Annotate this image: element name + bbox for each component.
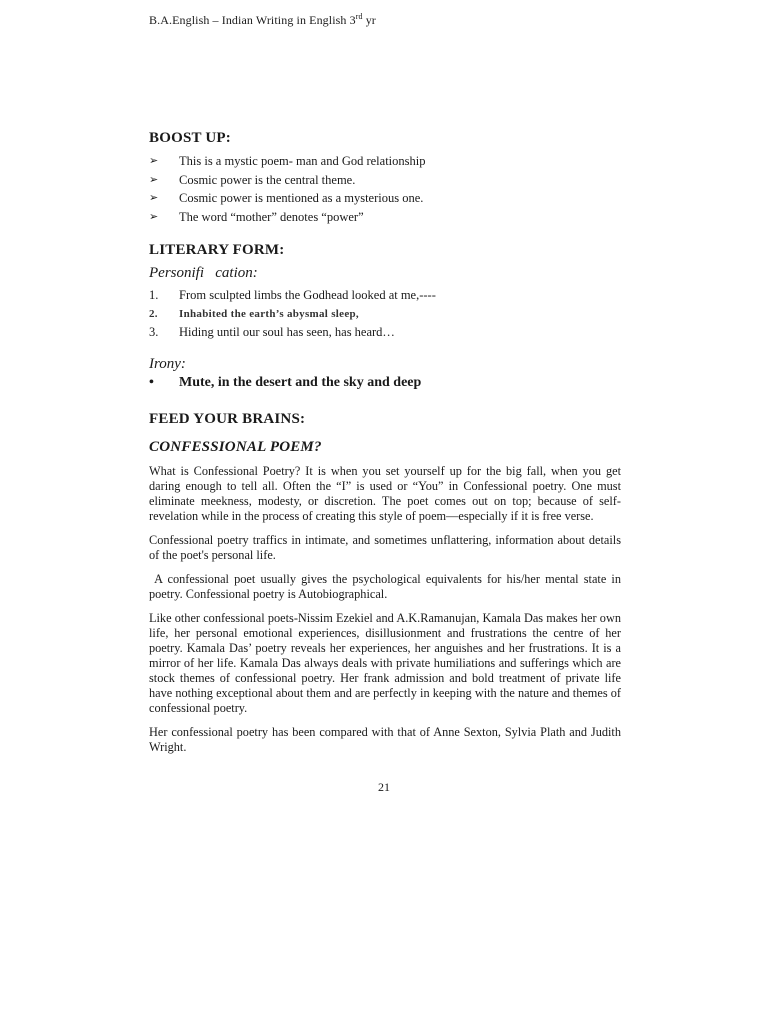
- paragraph: Confessional poetry traffics in intimate, and sometimes unflattering, information about details of the poet's personal life.: [149, 532, 621, 562]
- irony-text: Mute, in the desert and the sky and deep: [179, 374, 422, 390]
- list-number: 2.: [149, 307, 158, 320]
- list-item-text: Inhabited the earth’s abysmal sleep,: [179, 307, 359, 320]
- list-item: [149, 323, 621, 342]
- list-number: 3.: [149, 325, 159, 339]
- irony-example: [149, 375, 621, 391]
- boost-up-list: [149, 152, 621, 226]
- list-item: [149, 171, 621, 190]
- list-item: [149, 189, 621, 208]
- paragraph: What is Confessional Poetry? It is when you set yourself up for the big fall, when you get daring enough to tell all. Often the “I” is used or “You” in Confessional poetry. One must eliminate meekness, modesty, or discretion. The poet comes out on top; because of self-revelation while in the process of creating this style of poem—especially if it is free verse.: [149, 463, 621, 523]
- main-content: [149, 130, 625, 755]
- feed-your-brains-heading: FEED YOUR BRAINS:: [149, 410, 306, 427]
- confessional-poem-heading: CONFESSIONAL POEM?: [149, 438, 322, 455]
- page-number: 21: [378, 780, 390, 794]
- arrow-bullet-icon: ➢: [149, 210, 159, 223]
- list-item: [149, 152, 621, 171]
- list-item: [149, 208, 621, 227]
- personification-list: [149, 286, 621, 342]
- list-item-text: This is a mystic poem- man and God relationship: [179, 154, 426, 168]
- literary-form-heading: LITERARY FORM:: [149, 242, 285, 258]
- running-header-sup: rd: [355, 12, 363, 21]
- running-header-title: B.A.English – Indian Writing in English 3: [149, 13, 356, 27]
- paragraph: Like other confessional poets-Nissim Ezekiel and A.K.Ramanujan, Kamala Das makes her own life, her personal emotional experiences, disillusionment and frustrations the centre of her poetry. Kamala Das’ poetry reveals her experiences, her anguishes and her frustrations. It is a mirror of her life. Kamala Das always deals with private humiliations and sufferings which are stock themes of confessional poetry. Her frank admission and bold treatment of private life have nothing exceptional about them and are perfectly in keeping with the nature and themes of confessional poetry.: [149, 610, 621, 715]
- running-header-suffix: yr: [362, 13, 376, 27]
- arrow-bullet-icon: ➢: [149, 173, 159, 186]
- paragraph: A confessional poet usually gives the psychological equivalents for his/her mental state in poetry. Confessional poetry is Autobiographical.: [149, 571, 625, 601]
- boost-up-heading: BOOST UP:: [149, 130, 231, 146]
- running-header: [149, 12, 376, 28]
- list-item-text: The word “mother” denotes “power”: [179, 209, 364, 224]
- list-item: [149, 305, 621, 324]
- arrow-bullet-icon: ➢: [149, 192, 159, 204]
- irony-label: Irony:: [149, 355, 186, 372]
- arrow-bullet-icon: ➢: [149, 155, 159, 167]
- personification-label: Personifi cation:: [149, 265, 258, 281]
- list-item-text: Cosmic power is mentioned as a mysterious one.: [179, 191, 424, 205]
- list-item-text: Hiding until our soul has seen, has heard…: [179, 325, 395, 339]
- bullet-dot-icon: •: [149, 374, 154, 390]
- list-item: [149, 286, 621, 305]
- list-item-text: From sculpted limbs the Godhead looked at me,----: [179, 288, 436, 302]
- list-number: 1.: [149, 288, 159, 302]
- paragraph: Her confessional poetry has been compared with that of Anne Sexton, Sylvia Plath and Judith Wright.: [149, 724, 621, 754]
- list-item-text: Cosmic power is the central theme.: [179, 172, 356, 187]
